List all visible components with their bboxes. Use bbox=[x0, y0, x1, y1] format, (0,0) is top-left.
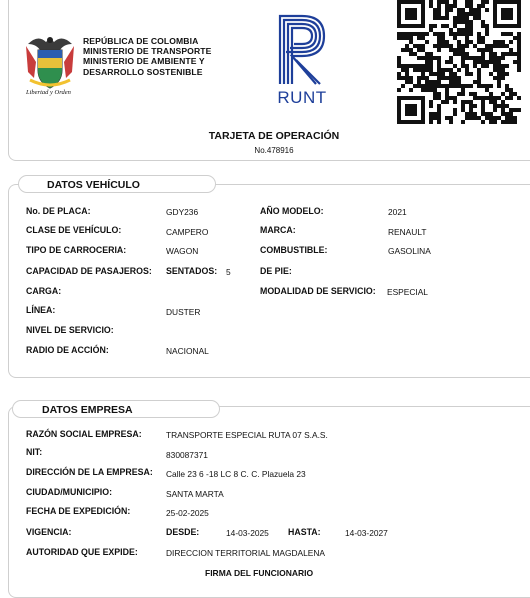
desde-value: 14-03-2025 bbox=[226, 528, 269, 538]
razon-label: RAZÓN SOCIAL EMPRESA: bbox=[26, 429, 142, 439]
sentados-label: SENTADOS: bbox=[166, 266, 218, 276]
header-line: REPÚBLICA DE COLOMBIA bbox=[83, 36, 199, 46]
document-title: TARJETA DE OPERACIÓN bbox=[208, 130, 340, 142]
ciudad-value: SANTA MARTA bbox=[166, 489, 224, 499]
autoridad-label: AUTORIDAD QUE EXPIDE: bbox=[26, 547, 138, 557]
carga-label: CARGA: bbox=[26, 286, 62, 296]
carroceria-value: WAGON bbox=[166, 246, 199, 256]
fecha-label: FECHA DE EXPEDICIÓN: bbox=[26, 506, 131, 516]
carroceria-label: TIPO DE CARROCERIA: bbox=[26, 245, 127, 255]
vigencia-label: VIGENCIA: bbox=[26, 527, 72, 537]
marca-label: MARCA: bbox=[260, 225, 296, 235]
combustible-value: GASOLINA bbox=[388, 246, 431, 256]
direccion-value: Calle 23 6 -18 LC 8 C. C. Plazuela 23 bbox=[166, 469, 306, 479]
radio-value: NACIONAL bbox=[166, 346, 209, 356]
header-line: MINISTERIO DE TRANSPORTE bbox=[83, 46, 212, 57]
hasta-label: HASTA: bbox=[288, 527, 321, 537]
nit-label: NIT: bbox=[26, 447, 43, 457]
nivel-label: NIVEL DE SERVICIO: bbox=[26, 325, 114, 335]
combustible-label: COMBUSTIBLE: bbox=[260, 245, 328, 255]
ministry-header bbox=[83, 36, 211, 77]
clase-label: CLASE DE VEHÍCULO: bbox=[26, 225, 122, 235]
marca-value: RENAULT bbox=[388, 227, 427, 237]
direccion-label: DIRECCIÓN DE LA EMPRESA: bbox=[26, 467, 153, 477]
modalidad-label: MODALIDAD DE SERVICIO: bbox=[260, 286, 376, 296]
sentados-value: 5 bbox=[226, 267, 231, 277]
qr-code-icon bbox=[396, 0, 522, 124]
placa-label: No. DE PLACA: bbox=[26, 206, 91, 216]
autoridad-value: DIRECCION TERRITORIAL MAGDALENA bbox=[166, 548, 325, 558]
linea-label: LÍNEA: bbox=[26, 305, 56, 315]
hasta-value: 14-03-2027 bbox=[345, 528, 388, 538]
clase-value: CAMPERO bbox=[166, 227, 209, 237]
nit-value: 830087371 bbox=[166, 450, 208, 460]
modelo-label: AÑO MODELO: bbox=[260, 206, 324, 216]
runt-logo-icon bbox=[272, 12, 332, 92]
header-line: DESARROLLO SOSTENIBLE bbox=[83, 66, 203, 77]
capacidad-label: CAPACIDAD DE PASAJEROS: bbox=[26, 266, 152, 276]
fecha-value: 25-02-2025 bbox=[166, 508, 209, 518]
placa-value: GDY236 bbox=[166, 207, 199, 217]
document-number: No.478916 bbox=[254, 146, 294, 155]
coat-of-arms-icon bbox=[24, 32, 76, 92]
desde-label: DESDE: bbox=[166, 527, 200, 537]
section-title-company: DATOS EMPRESA bbox=[12, 400, 220, 418]
linea-value: DUSTER bbox=[166, 307, 201, 317]
radio-label: RADIO DE ACCIÓN: bbox=[26, 345, 109, 355]
modelo-value: 2021 bbox=[388, 207, 407, 217]
section-title-vehicle: DATOS VEHÍCULO bbox=[18, 175, 216, 193]
firma-label: FIRMA DEL FUNCIONARIO bbox=[205, 568, 314, 578]
header-line: MINISTERIO DE AMBIENTE Y bbox=[83, 56, 205, 67]
motto-text: Libertad y Orden bbox=[26, 89, 71, 96]
runt-logo-text: RUNT bbox=[277, 88, 327, 107]
ciudad-label: CIUDAD/MUNICIPIO: bbox=[26, 487, 113, 497]
pie-label: DE PIE: bbox=[260, 266, 292, 276]
razon-value: TRANSPORTE ESPECIAL RUTA 07 S.A.S. bbox=[166, 430, 328, 440]
modalidad-value: ESPECIAL bbox=[387, 287, 428, 297]
